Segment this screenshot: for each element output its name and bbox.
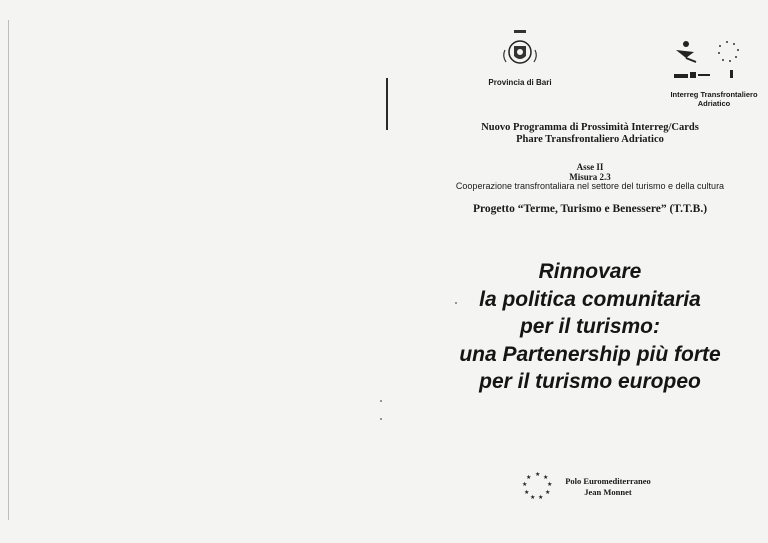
title-line: Rinnovare (538, 260, 642, 283)
svg-text:★: ★ (530, 494, 536, 501)
measure-heading (420, 162, 760, 182)
misura-label: Misura 2.3 (569, 172, 611, 182)
polo-label (563, 476, 653, 498)
svg-text:★: ★ (547, 481, 553, 488)
svg-text:★: ★ (535, 471, 541, 478)
provincia-crest-logo (490, 28, 550, 72)
project-label: Progetto “Terme, Turismo e Benessere” (T.T.B.) (472, 203, 708, 215)
interreg-label-line1: Interreg Transfrontaliero (670, 90, 758, 99)
interreg-label-line2: Adriatico (697, 99, 731, 108)
polo-line1: Polo Euromediterraneo (565, 476, 651, 486)
asse-label: Asse II (576, 162, 604, 172)
title-line: una Partenership più forte (459, 342, 721, 366)
main-title (420, 258, 760, 396)
svg-text:★: ★ (538, 494, 544, 501)
svg-text:★: ★ (524, 489, 530, 496)
interreg-label (666, 90, 762, 108)
title-line: per il turismo: (519, 315, 661, 338)
polo-line2: Jean Monnet (584, 487, 632, 497)
page-edge (8, 20, 9, 520)
programme-line2: Phare Transfrontaliero Adriatico (516, 134, 664, 145)
provincia-label: Provincia di Bari (488, 78, 552, 87)
scan-speck (380, 400, 382, 402)
svg-text:★: ★ (522, 481, 528, 488)
programme-heading (420, 122, 760, 146)
title-line: la politica comunitaria (479, 287, 701, 311)
cooperation-line: Cooperazione transfrontaliara nel settore del turismo e della cultura (455, 181, 725, 191)
svg-text:★: ★ (543, 474, 549, 481)
fold-line (386, 78, 388, 130)
svg-text:★: ★ (526, 474, 532, 481)
crest-icon (500, 28, 540, 72)
svg-text:★: ★ (545, 489, 551, 496)
interreg-logo (672, 40, 752, 89)
programme-line1: Nuovo Programma di Prossimità Interreg/Cards (481, 122, 699, 133)
title-line: per il turismo europeo (479, 370, 701, 393)
interreg-icon (672, 40, 752, 84)
eu-stars-icon (520, 470, 554, 509)
scan-speck (380, 418, 382, 420)
